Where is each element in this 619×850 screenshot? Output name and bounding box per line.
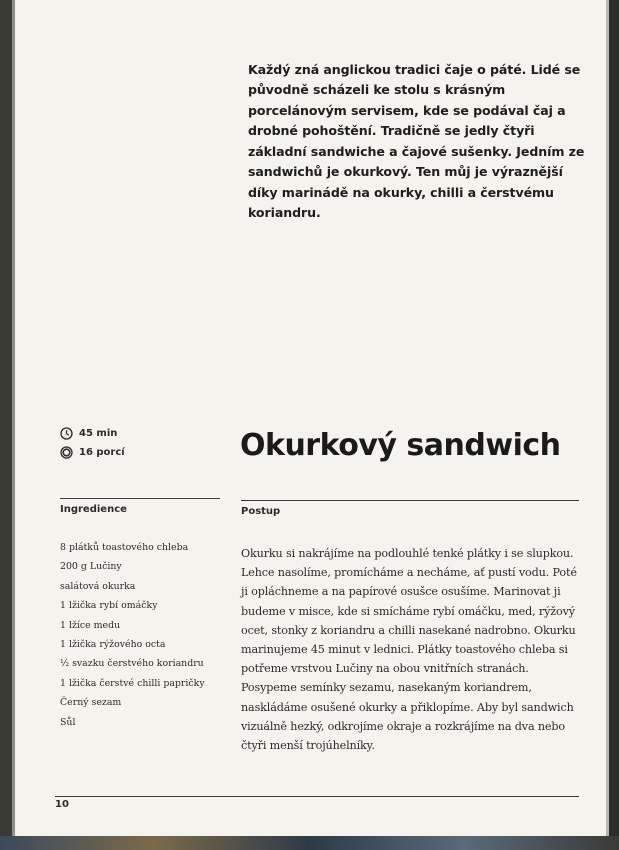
- time-row: [60, 427, 117, 440]
- list-item: 8 plátků toastového chleba: [60, 542, 189, 553]
- list-item: 1 lžíce medu: [60, 619, 121, 631]
- procedure-heading: Postup: [241, 506, 281, 517]
- page-number: 10: [55, 799, 69, 810]
- ingredients-heading: Ingredience: [60, 504, 127, 515]
- page-right-edge: [609, 0, 619, 850]
- list-item: salátová okurka: [60, 580, 136, 592]
- clock-icon: [60, 427, 73, 440]
- list-item: 1 lžička čerstvé chilli papričky: [60, 677, 205, 689]
- ring-icon: [60, 446, 73, 459]
- list-item: Sůl: [60, 716, 76, 728]
- page-left-edge-shadow: [12, 0, 15, 850]
- portions: 16 porcí: [79, 447, 125, 458]
- intro-paragraph: Každý zná anglickou tradici čaje o páté. Lidé se původně scházeli ke stolu s krásným porcelánovým servisem, kde se podával čaj a drobné pohoštění. Tradičně se jedly čtyři základní sandwiche a čajové sušenky. Jedním ze sandwichů je okurkový. Ten můj je výraznější díky marinádě na okurky, chilli a čerstvému koriandru.: [248, 61, 585, 221]
- portions-row: [60, 446, 125, 459]
- ingredients-list: [60, 538, 205, 732]
- page-left-edge: [0, 0, 12, 850]
- list-item: 200 g Lučiny: [60, 561, 122, 573]
- list-item: 1 lžička rybí omáčky: [60, 600, 158, 612]
- prep-time: 45 min: [79, 428, 118, 439]
- procedure-top-rule: [241, 500, 579, 501]
- procedure-text: Okurku si nakrájíme na podlouhlé tenké plátky i se slupkou. Lehce nasolíme, promícháme a necháme, ať pustí vodu. Poté ji opláchneme a na papírové osušce osušíme. Marinovat ji budeme v misce, kde si smícháme rybí omáčku, med, rýžový ocet, stonky z koriandru a chilli nasekané nadrobno. Okurku marinujeme 45 minut v lednici. Plátky toastového chleba si potřeme vrstvou Lučiny na obou vnitřních stranách. Posypeme semínky sezamu, nasekaným koriandrem, naskládáme osušené okurky a přiklopíme. Aby byl sandwich vizuálně hezký, odkrojíme okraje a rozkrájíme na dva nebo čtyři menší trojúhelníky.: [241, 547, 577, 753]
- list-item: Černý sezam: [60, 697, 122, 709]
- page-right-edge-shadow: [606, 0, 609, 850]
- list-item: 1 lžička rýžového octa: [60, 639, 166, 651]
- page-bottom-edge: [0, 836, 619, 850]
- ingredients-top-rule: [60, 498, 220, 499]
- recipe-title: Okurkový sandwich: [240, 428, 561, 463]
- footer-rule: [55, 796, 579, 797]
- list-item: ½ svazku čerstvého koriandru: [60, 658, 204, 670]
